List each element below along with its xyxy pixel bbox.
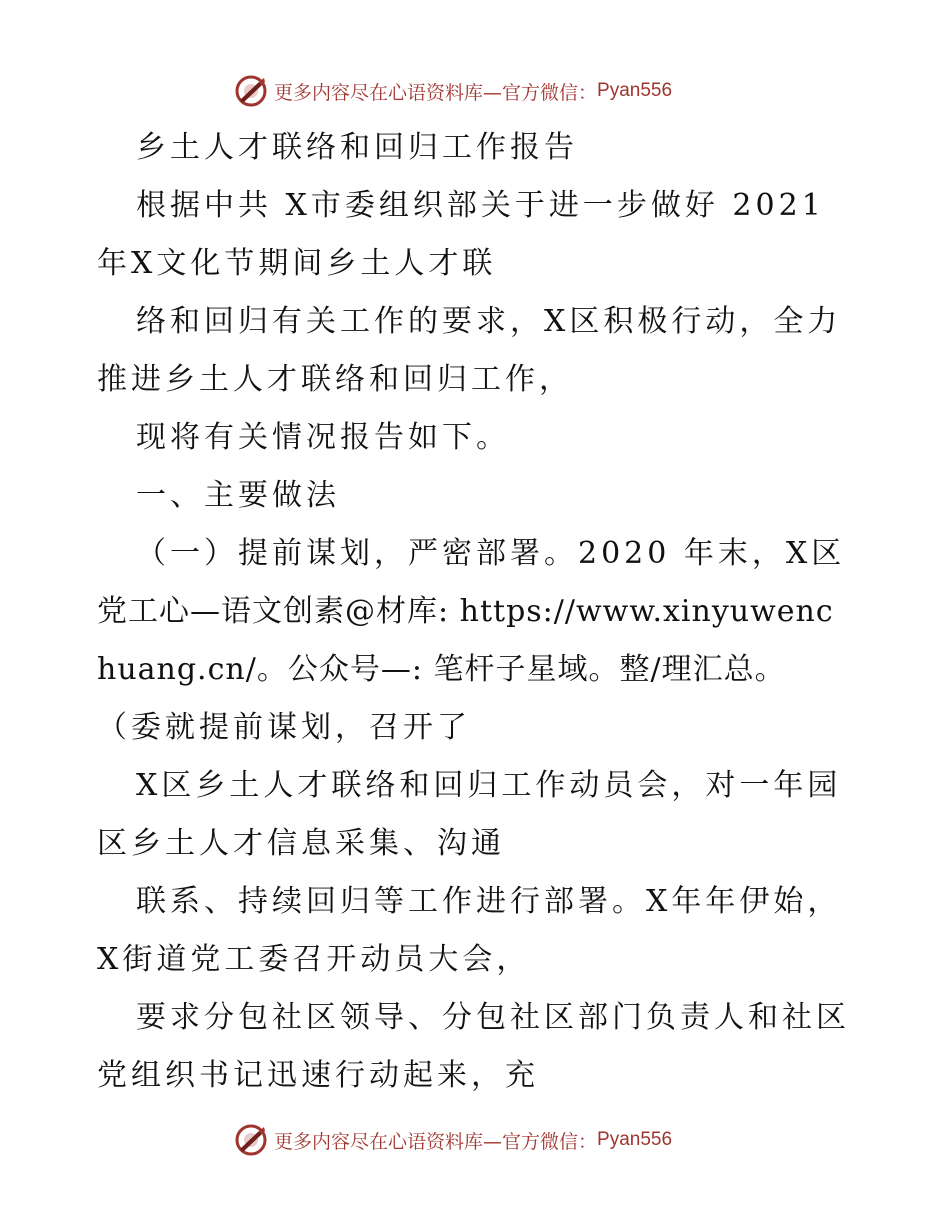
watermark-wechat-id: Pyan556 [597,80,673,101]
paragraph-line: huang.cn/。公众号—: 笔杆子星域。整/理汇总。 [97,652,786,687]
paragraph-line: 党工心—语文创素@材库: https://www.xinyuwenc [97,594,834,629]
watermark-text: 更多内容尽在心语资料库—官方微信： [274,1130,598,1153]
paragraph-line: 联系、持续回归等工作进行部署。X年年伊始， [136,884,842,919]
footer-watermark [234,1123,672,1157]
paragraph-line: 党组织书记迅速行动起来，充 [97,1058,539,1093]
brand-logo-icon [234,74,268,108]
header-watermark [234,74,672,108]
paragraph-line: 络和回归有关工作的要求，X区积极行动，全力 [136,304,842,339]
subsection-heading: （一）提前谋划，严密部署。2020 年末，X区 [136,536,846,571]
paragraph-line: 要求分包社区领导、分包社区部门负责人和社区 [136,1000,850,1035]
paragraph-line: 区乡土人才信息采集、沟通 [97,826,505,861]
document-title: 乡土人才联络和回归工作报告 [136,130,578,165]
paragraph-line: 根据中共 X市委组织部关于进一步做好 2021 [136,188,825,223]
watermark-wechat-id: Pyan556 [597,1129,673,1150]
section-heading: 一、主要做法 [136,478,340,513]
watermark-text: 更多内容尽在心语资料库—官方微信： [274,81,598,104]
paragraph-line: X区乡土人才联络和回归工作动员会，对一年园 [136,768,842,803]
paragraph-line: 推进乡土人才联络和回归工作， [97,362,573,397]
paragraph-line: （委就提前谋划，召开了 [97,710,471,745]
paragraph-line: X街道党工委召开动员大会， [97,942,531,977]
paragraph-line: 年X文化节期间乡土人才联 [97,246,497,281]
paragraph-line: 现将有关情况报告如下。 [136,420,510,455]
brand-logo-icon [234,1123,268,1157]
